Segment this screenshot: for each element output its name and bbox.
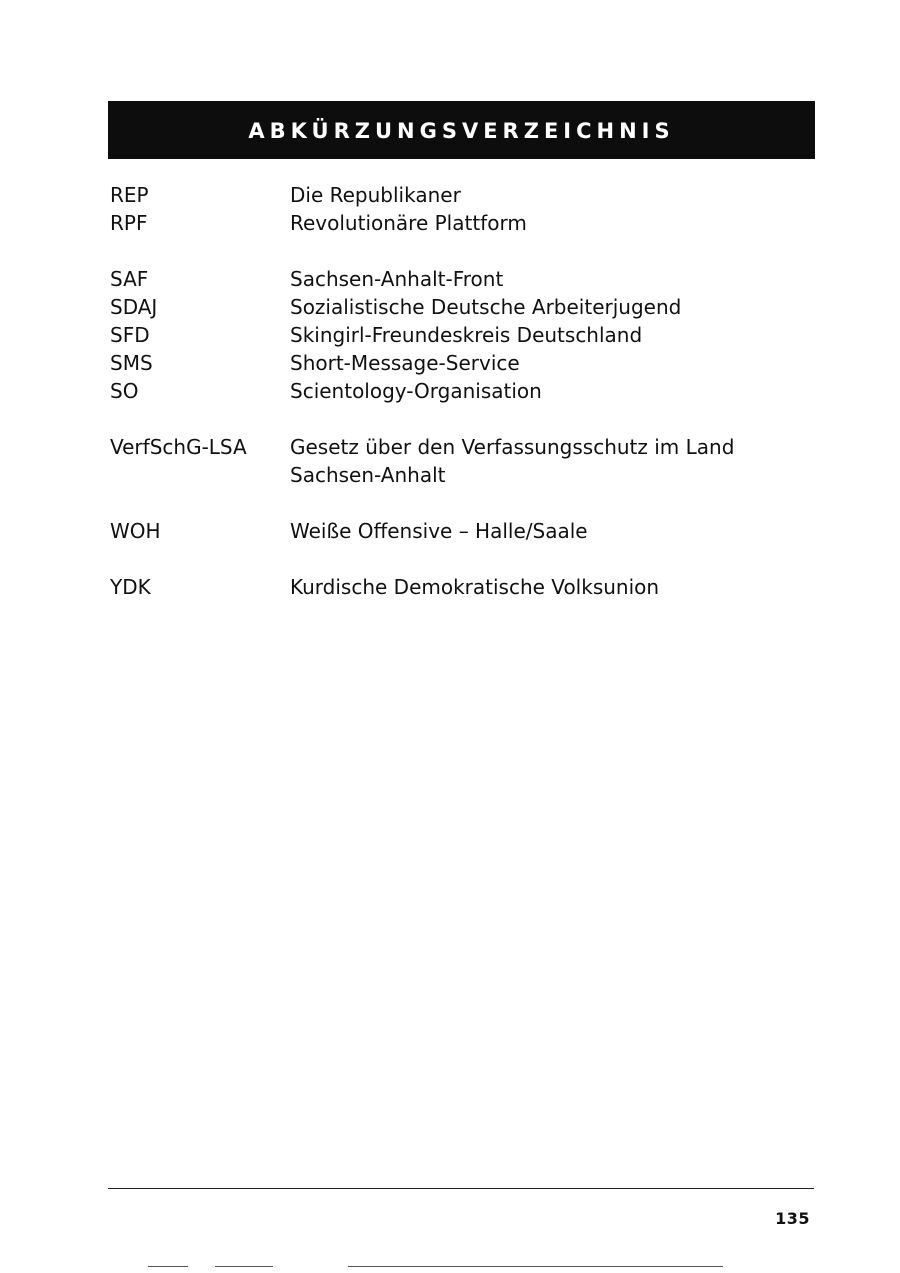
abbreviation-group bbox=[110, 181, 810, 237]
abbreviation: SFD bbox=[110, 323, 150, 347]
abbreviation-meaning: Scientology-Organisation bbox=[290, 379, 542, 403]
scan-artifact-line bbox=[148, 1266, 188, 1267]
abbreviation: YDK bbox=[110, 575, 151, 599]
list-item bbox=[110, 265, 810, 293]
page-number: 135 bbox=[775, 1209, 810, 1228]
list-item bbox=[110, 181, 810, 209]
abbreviation-meaning: Sozialistische Deutsche Arbeiterjugend bbox=[290, 295, 682, 319]
footer-divider bbox=[108, 1188, 814, 1189]
abbreviation: RPF bbox=[110, 211, 148, 235]
page-title: ABKÜRZUNGSVERZEICHNIS bbox=[248, 119, 675, 143]
list-item bbox=[110, 293, 810, 321]
abbreviation-meaning: Revolutionäre Plattform bbox=[290, 211, 527, 235]
abbreviation-group bbox=[110, 573, 810, 601]
abbreviation-list bbox=[110, 181, 810, 629]
abbreviation: REP bbox=[110, 183, 149, 207]
list-item bbox=[110, 377, 810, 405]
scan-artifact-line bbox=[348, 1266, 723, 1267]
list-item bbox=[110, 321, 810, 349]
abbreviation-meaning: Kurdische Demokratische Volksunion bbox=[290, 575, 660, 599]
abbreviation-meaning: Skingirl-Freundeskreis Deutschland bbox=[290, 323, 643, 347]
list-item bbox=[110, 349, 810, 377]
abbreviation-meaning: Gesetz über den Verfassungsschutz im Land Sachsen-Anhalt bbox=[290, 435, 735, 487]
header-bar bbox=[108, 101, 815, 159]
abbreviation: SO bbox=[110, 379, 139, 403]
abbreviation-meaning: Sachsen-Anhalt-Front bbox=[290, 267, 504, 291]
abbreviation-meaning: Short-Message-Service bbox=[290, 351, 520, 375]
list-item bbox=[110, 209, 810, 237]
scan-artifact-line bbox=[215, 1266, 273, 1267]
abbreviation-meaning: Weiße Offensive – Halle/Saale bbox=[290, 519, 588, 543]
abbreviation: SDAJ bbox=[110, 295, 158, 319]
list-item bbox=[110, 433, 810, 489]
abbreviation: WOH bbox=[110, 519, 161, 543]
abbreviation: SMS bbox=[110, 351, 153, 375]
abbreviation: SAF bbox=[110, 267, 149, 291]
abbreviation-group bbox=[110, 265, 810, 405]
list-item bbox=[110, 573, 810, 601]
list-item bbox=[110, 517, 810, 545]
abbreviation-group bbox=[110, 433, 810, 489]
abbreviation-group bbox=[110, 517, 810, 545]
abbreviation-meaning: Die Republikaner bbox=[290, 183, 461, 207]
abbreviation: VerfSchG-LSA bbox=[110, 435, 247, 459]
